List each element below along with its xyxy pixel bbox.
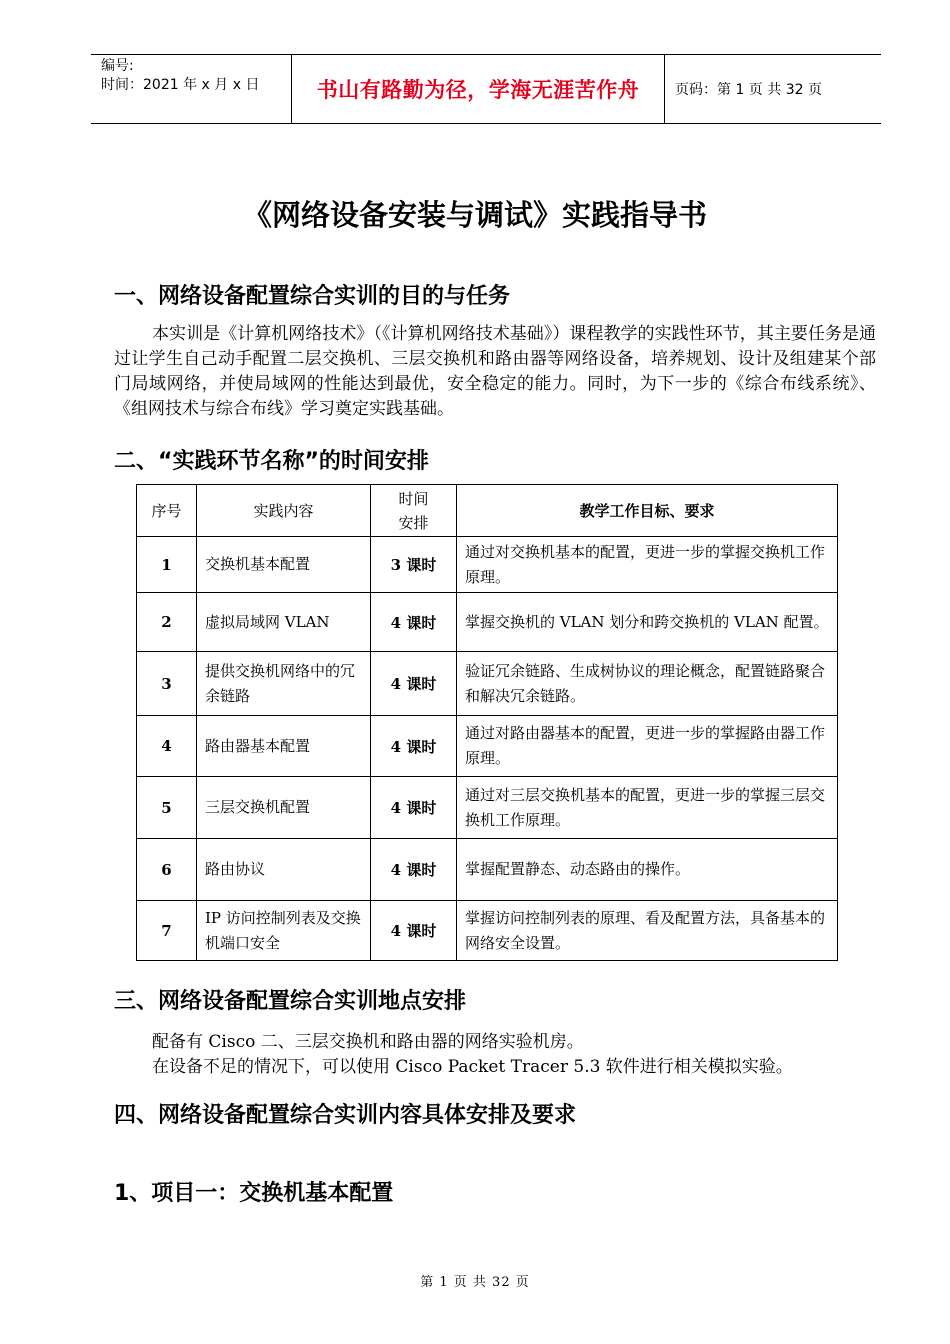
row-no: 5 [137, 777, 197, 839]
row-content: IP 访问控制列表及交换机端口安全 [197, 901, 371, 961]
row-content: 交换机基本配置 [197, 537, 371, 593]
row-no: 7 [137, 901, 197, 961]
row-content: 三层交换机配置 [197, 777, 371, 839]
header-page-code: 页码：第 1 页 共 32 页 [675, 82, 822, 98]
table-row [137, 652, 838, 716]
header-number-label: 编号: [101, 58, 134, 74]
section-1-heading: 一、网络设备配置综合实训的目的与任务 [114, 284, 511, 309]
header-no: 序号 [137, 485, 197, 537]
table-row [137, 777, 838, 839]
table-row [137, 593, 838, 652]
row-no: 6 [137, 839, 197, 901]
row-time: 4 课时 [371, 716, 457, 777]
row-no: 4 [137, 716, 197, 777]
row-goal: 通过对路由器基本的配置，更进一步的掌握路由器工作原理。 [457, 716, 838, 777]
header-time-line1: 时间 [398, 489, 429, 508]
row-content: 虚拟局域网 VLAN [197, 593, 371, 652]
schedule-table [136, 484, 838, 961]
row-goal: 通过对交换机基本的配置，更进一步的掌握交换机工作原理。 [457, 537, 838, 593]
table-row [137, 901, 838, 961]
row-time: 4 课时 [371, 777, 457, 839]
row-no: 2 [137, 593, 197, 652]
row-no: 1 [137, 537, 197, 593]
row-time: 4 课时 [371, 839, 457, 901]
page-header [91, 54, 881, 124]
section-4-heading: 四、网络设备配置综合实训内容具体安排及要求 [114, 1103, 577, 1128]
section-2-heading: 二、“实践环节名称”的时间安排 [114, 449, 429, 474]
row-time: 4 课时 [371, 593, 457, 652]
header-meta [91, 55, 292, 123]
section-3-line-1: 配备有 Cisco 二、三层交换机和路由器的网络实验机房。 [152, 1032, 584, 1052]
row-time: 4 课时 [371, 901, 457, 961]
row-goal: 掌握访问控制列表的原理、看及配置方法，具备基本的网络安全设置。 [457, 901, 838, 961]
table-row [137, 716, 838, 777]
row-goal: 验证冗余链路、生成树协议的理论概念，配置链路聚合和解决冗余链路。 [457, 652, 838, 716]
row-content: 路由器基本配置 [197, 716, 371, 777]
header-content: 实践内容 [197, 485, 371, 537]
row-content: 路由协议 [197, 839, 371, 901]
row-goal: 掌握交换机的 VLAN 划分和跨交换机的 VLAN 配置。 [457, 593, 838, 652]
row-content: 提供交换机网络中的冗余链路 [197, 652, 371, 716]
section-4-item-1: 1、项目一：交换机基本配置 [114, 1181, 394, 1206]
header-goal: 教学工作目标、要求 [457, 485, 838, 537]
row-goal: 掌握配置静态、动态路由的操作。 [457, 839, 838, 901]
row-no: 3 [137, 652, 197, 716]
table-row [137, 537, 838, 593]
section-3-heading: 三、网络设备配置综合实训地点安排 [114, 989, 467, 1014]
row-time: 3 课时 [371, 537, 457, 593]
header-motto: 书山有路勤为径，学海无涯苦作舟 [292, 55, 665, 123]
table-header-row [137, 485, 838, 537]
header-date: 时间：2021 年 x 月 x 日 [101, 77, 260, 93]
row-goal: 通过对三层交换机基本的配置，更进一步的掌握三层交换机工作原理。 [457, 777, 838, 839]
row-time: 4 课时 [371, 652, 457, 716]
document-title: 《网络设备安装与调试》实践指导书 [242, 198, 707, 232]
table-row [137, 839, 838, 901]
section-1-body: 本实训是《计算机网络技术》（《计算机网络技术基础》）课程教学的实践性环节，其主要任务是通过让学生自己动手配置二层交换机、三层交换机和路由器等网络设备，培养规划、设计及组建某个部门局域网络，并使局域网的性能达到最优，安全稳定的能力。同时，为下一步的《综合布线系统》、《组网技术与综合布线》学习奠定实践基础。 [114, 324, 876, 419]
header-time [371, 485, 457, 537]
section-3-line-2: 在设备不足的情况下，可以使用 Cisco Packet Tracer 5.3 软件进行相关模拟实验。 [152, 1057, 793, 1077]
page-footer: 第 1 页 共 32 页 [420, 1275, 530, 1290]
header-time-line2: 安排 [398, 513, 429, 532]
